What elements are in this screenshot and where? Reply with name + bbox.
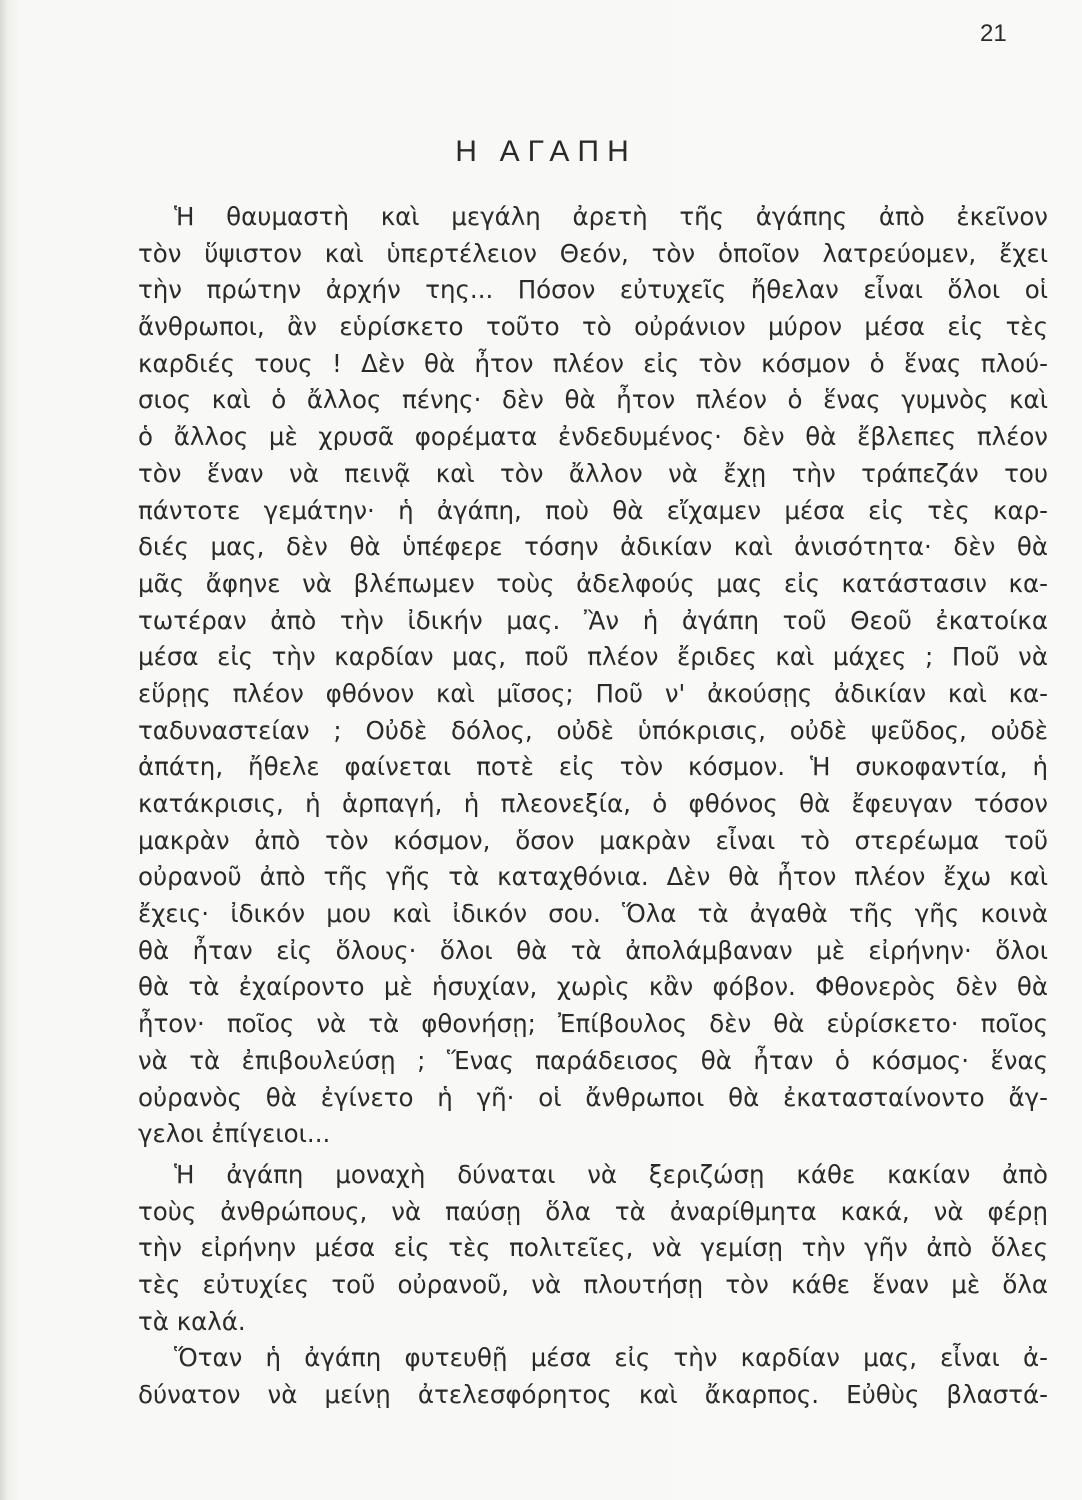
text-line: τὴν εἰρήνην μέσα εἰς τὲς πολιτεῖες, νὰ γεμίσῃ τὴν γῆν ἀπὸ ὅλες (138, 1233, 1048, 1263)
text-line: θὰ τὰ ἐχαίροντο μὲ ἡσυχίαν, χωρὶς κἂν φόβον. Φθονερὸς δὲν θὰ (138, 972, 1048, 1002)
text-line: οὐρανοῦ ἀπὸ τῆς γῆς τὰ καταχθόνια. Δὲν θὰ ἦτον πλέον ἔχω καὶ (138, 862, 1048, 892)
text-line: τὴν πρώτην ἀρχήν της... Πόσον εὐτυχεῖς ἤθελαν εἶναι ὅλοι οἱ (138, 275, 1048, 305)
text-line: οὐρανὸς θὰ ἐγίνετο ἡ γῆ· οἱ ἄνθρωποι θὰ ἐκατασταίνοντο ἄγ- (138, 1082, 1048, 1112)
paragraph-2 (138, 1157, 1048, 1340)
text-line: τωτέραν ἀπὸ τὴν ἰδικήν μας. Ἂν ἡ ἀγάπη τοῦ Θεοῦ ἐκατοίκα (138, 605, 1048, 635)
text-line: Ὅταν ἡ ἀγάπη φυτευθῇ μέσα εἰς τὴν καρδίαν μας, εἶναι ἀ- (174, 1343, 1048, 1372)
text-line: καρδιές τους ! Δὲν θὰ ἦτον πλέον εἰς τὸν κόσμον ὁ ἕνας πλού- (138, 348, 1048, 378)
text-line: τὲς εὐτυχίες τοῦ οὐρανοῦ, νὰ πλουτήσῃ τὸν κάθε ἕναν μὲ ὅλα (138, 1270, 1048, 1300)
text-line: τοὺς ἀνθρώπους, νὰ παύσῃ ὅλα τὰ ἀναρίθμητα κακά, νὰ φέρῃ (138, 1196, 1048, 1226)
text-line: δύνατον νὰ μείνῃ ἀτελεσφόρητος καὶ ἄκαρπος. Εὐθὺς βλαστά- (138, 1379, 1048, 1409)
chapter-title: Η ΑΓΑΠΗ (455, 135, 637, 168)
text-line: μακρὰν ἀπὸ τὸν κόσμον, ὅσον μακρὰν εἶναι τὸ στερέωμα τοῦ (138, 825, 1048, 855)
paragraph-3 (138, 1340, 1048, 1413)
text-line: νὰ τὰ ἐπιβουλεύσῃ ; Ἕνας παράδεισος θὰ ἦταν ὁ κόσμος· ἕνας (138, 1045, 1048, 1075)
text-line: πάντοτε γεμάτην· ἡ ἀγάπη, ποὺ θὰ εἴχαμεν μέσα εἰς τὲς καρ- (138, 495, 1048, 525)
text-line: γελοι ἐπίγειοι... (138, 1119, 331, 1149)
text-line: εὕρῃς πλέον φθόνον καὶ μῖσος; Ποῦ ν' ἀκούσῃς ἀδικίαν καὶ κα- (138, 678, 1048, 708)
paragraph-1 (138, 199, 1048, 1153)
text-line: μέσα εἰς τὴν καρδίαν μας, ποῦ πλέον ἔριδες καὶ μάχες ; Ποῦ νὰ (138, 642, 1048, 672)
text-line: κατάκρισις, ἡ ἁρπαγή, ἡ πλεονεξία, ὁ φθόνος θὰ ἔφευγαν τόσον (138, 789, 1048, 818)
text-line: Ἡ ἀγάπη μοναχὴ δύναται νὰ ξεριζώσῃ κάθε κακίαν ἀπὸ (174, 1160, 1048, 1189)
text-line: ἔχεις· ἰδικόν μου καὶ ἰδικόν σου. Ὅλα τὰ ἀγαθὰ τῆς γῆς κοινὰ (138, 899, 1048, 929)
text-line: ἀπάτη, ἤθελε φαίνεται ποτὲ εἰς τὸν κόσμον. Ἡ συκοφαντία, ἡ (138, 752, 1048, 782)
text-line: θὰ ἦταν εἰς ὅλους· ὅλοι θὰ τὰ ἀπολάμβαναν μὲ εἰρήνην· ὅλοι (138, 935, 1048, 965)
text-line: σιος καὶ ὁ ἄλλος πένης· δὲν θὰ ἦτον πλέον ὁ ἕνας γυμνὸς καὶ (138, 385, 1048, 415)
text-line: τὸν ἕναν νὰ πεινᾷ καὶ τὸν ἄλλον νὰ ἔχῃ τὴν τράπεζάν του (138, 458, 1048, 488)
text-line: Ἡ θαυμαστὴ καὶ μεγάλη ἀρετὴ τῆς ἀγάπης ἀπὸ ἐκεῖνον (174, 202, 1048, 231)
page-number: 21 (980, 20, 1007, 47)
text-line: τὸν ὕψιστον καὶ ὑπερτέλειον Θεόν, τὸν ὁποῖον λατρεύομεν, ἔχει (138, 238, 1048, 268)
text-line: διές μας, δὲν θὰ ὑπέφερε τόσην ἀδικίαν καὶ ἀνισότητα· δὲν θὰ (138, 532, 1048, 562)
text-line: ἄνθρωποι, ἂν εὑρίσκετο τοῦτο τὸ οὐράνιον μύρον μέσα εἰς τὲς (138, 312, 1048, 342)
text-line: τὰ καλά. (138, 1306, 246, 1336)
text-line: ταδυναστείαν ; Οὐδὲ δόλος, οὐδὲ ὑπόκρισις, οὐδὲ ψεῦδος, οὐδὲ (138, 715, 1048, 745)
text-line: μᾶς ἄφηνε νὰ βλέπωμεν τοὺς ἀδελφούς μας εἰς κατάστασιν κα- (138, 568, 1048, 598)
text-line: ὁ ἄλλος μὲ χρυσᾶ φορέματα ἐνδεδυμένος· δὲν θὰ ἔβλεπες πλέον (138, 422, 1048, 452)
text-line: ἦτον· ποῖος νὰ τὰ φθονήσῃ; Ἐπίβουλος δὲν θὰ εὑρίσκετο· ποῖος (138, 1009, 1048, 1039)
